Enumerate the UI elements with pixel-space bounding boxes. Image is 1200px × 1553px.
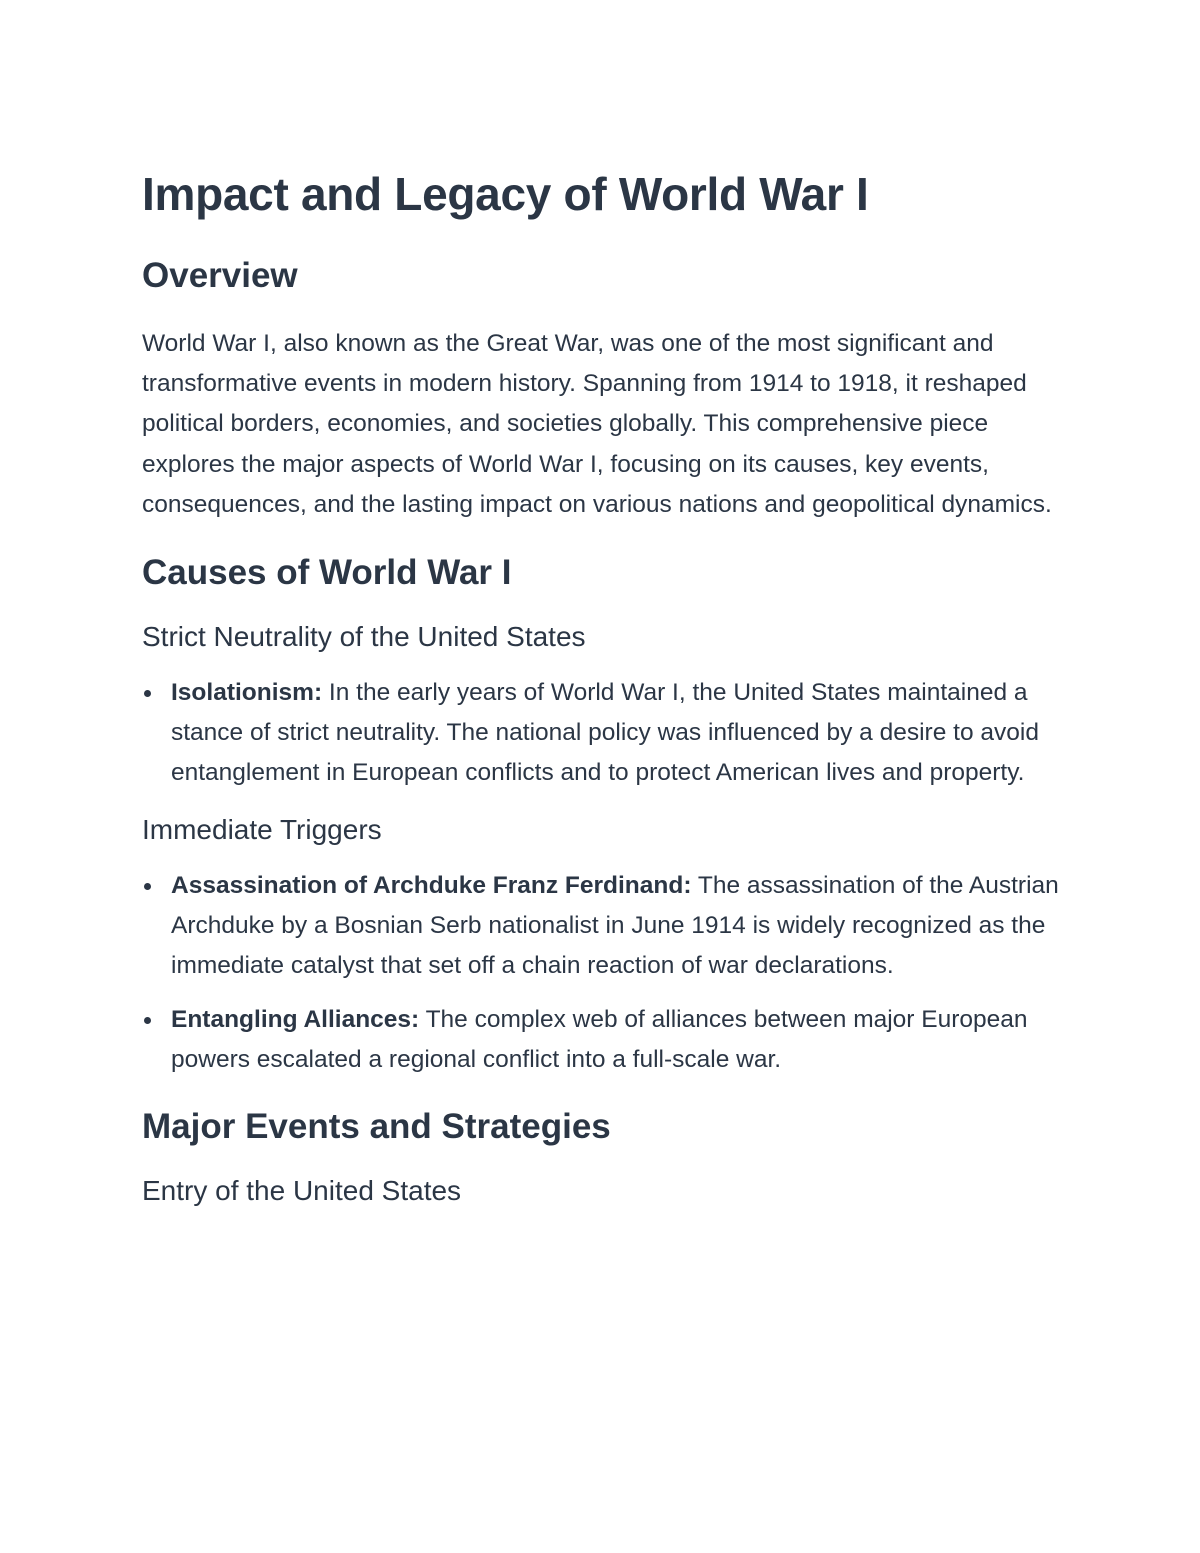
neutrality-subheading: Strict Neutrality of the United States xyxy=(142,621,586,653)
list-item-term: Isolationism: xyxy=(171,679,323,707)
list-item-alliances xyxy=(142,1000,1072,1080)
causes-heading: Causes of World War I xyxy=(142,553,512,593)
triggers-list xyxy=(142,866,1072,1081)
list-item-term: Assassination of Archduke Franz Ferdinand: xyxy=(171,871,692,899)
list-item-term: Entangling Alliances: xyxy=(171,1006,420,1034)
list-item-isolationism xyxy=(142,673,1072,794)
list-item-text: The complex web of alliances between major European powers escalated a regional conflict into a full-scale war. xyxy=(171,1006,1028,1074)
entry-subheading: Entry of the United States xyxy=(142,1174,462,1206)
overview-heading: Overview xyxy=(142,256,298,295)
major-events-heading: Major Events and Strategies xyxy=(142,1106,611,1146)
overview-paragraph: World War I, also known as the Great War, was one of the most significant and transformative events in modern history. Spanning from 1914 to 1918, it reshaped political borders, economies, and societies globally. This comprehensive piece explores the major aspects of World War I, focusing on its causes, key events, consequences, and the lasting impact on various nations and geopolitical dynamics. xyxy=(142,330,1052,518)
list-item-text: In the early years of World War I, the United States maintained a stance of strict neutrality. The national policy was influenced by a desire to avoid entanglement in European conflicts and to protect American lives and property. xyxy=(171,679,1039,787)
list-item-assassination xyxy=(142,866,1072,987)
page-title: Impact and Legacy of World War I xyxy=(142,168,869,220)
list-item-text: The assassination of the Austrian Archduke by a Bosnian Serb nationalist in June 1914 is widely recognized as the immediate catalyst that set off a chain reaction of war declarations. xyxy=(171,871,1059,980)
document-page xyxy=(142,166,1072,1209)
neutrality-list xyxy=(142,673,1072,794)
triggers-subheading: Immediate Triggers xyxy=(142,813,382,845)
